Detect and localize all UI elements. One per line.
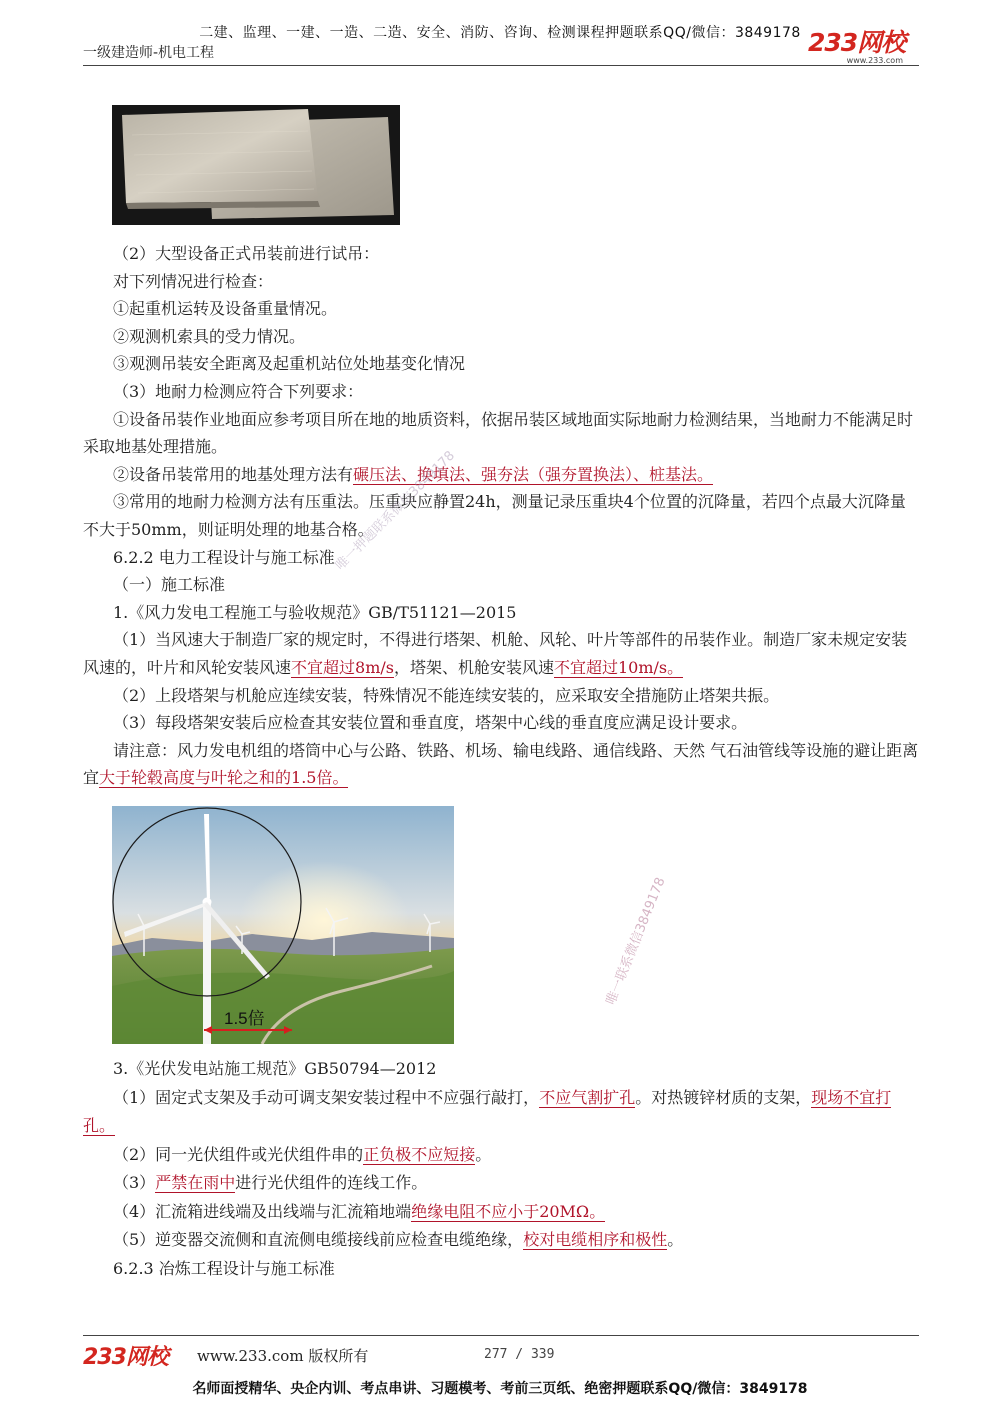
highlight-text: 正负极不应短接 [363,1144,476,1164]
paragraph [83,461,919,489]
text-run: 进行光伏组件的连线工作。 [235,1173,428,1192]
paragraph: （3）每段塔架安装后应检查其安装位置和垂直度，塔架中心线的垂直度应满足设计要求。 [113,713,748,733]
text-run: （5）逆变器交流侧和直流侧电缆接线前应检查电缆绝缘， [113,1230,524,1249]
top-banner: 二建、监理、一建、一造、二造、安全、消防、咨询、检测课程押题联系QQ/微信：3849178 [199,25,801,41]
wind-turbine-photo [112,806,454,1044]
body-block-1 [83,240,919,792]
paragraph [83,1198,919,1227]
brand-logo [808,30,923,66]
watermark: 唯一押题联系微信3849178 [332,448,458,574]
highlight-text: 不应气割扩孔 [539,1087,636,1107]
highlight-text: 大于轮毂高度与叶轮之和的1.5倍。 [99,768,349,788]
logo-mark: 233网校 [808,28,906,57]
highlight-text: 现场不宜打孔。 [83,1087,892,1135]
paragraph: ③观测吊装安全距离及起重机站位处地基变化情况 [113,354,466,374]
highlight-text: 碾压法、换填法、强夯法（强夯置换法）、桩基法。 [353,464,714,484]
standard-title: 1.《风力发电工程施工与验收规范》GB/T51121—2015 [113,602,517,622]
section-heading: 6.2.2 电力工程设计与施工标准 [113,547,335,567]
text-run: 。 [667,1230,684,1249]
footer-logo: 233网校 [83,1345,168,1370]
footer-divider [83,1335,919,1336]
distance-label: 1.5倍 [224,1009,265,1028]
copyright-text: www.233.com 版权所有 [197,1347,369,1365]
paragraph: （2）上段塔架与机舱应连续安装，特殊情况不能连续安装的，应采取安全措施防止塔架共振。 [113,685,780,705]
logo-url: www.233.com [846,56,903,65]
highlight-text: 严禁在雨中 [155,1173,236,1192]
page-number: 277 / 339 [484,1347,555,1362]
paragraph [83,1226,919,1255]
watermark: 唯一联系微信3849178 [603,875,669,1008]
paragraph [83,1084,919,1141]
text-run: ，塔架、机舱安装风速 [393,657,554,677]
paragraph [83,626,919,681]
paragraph: （3）地耐力检测应符合下列要求： [113,381,364,401]
paragraph: ②观测机索具的受力情况。 [113,326,306,346]
text-run: （3） [113,1173,156,1192]
text-run: ②设备吊装常用的地基处理方法有 [113,464,354,484]
highlight-text: 不宜超过8m/s [291,657,394,677]
text-run: 请注意：风力发电机组的塔筒中心与公路、铁路、机场、输电线路、通信线路、天然 气石油管线等设施的避让距离宜 [83,740,919,788]
highlight-text: 不宜超过10m/s。 [554,657,684,677]
highlight-text: 校对电缆相序和极性 [523,1230,668,1249]
bottom-banner: 名师面授精华、央企内训、考点串讲、习题模考、考前三页纸、绝密押题联系QQ/微信：3849178 [192,1381,808,1397]
text-run: 。 [475,1144,492,1164]
section-heading: （一）施工标准 [113,575,226,595]
section-heading: 6.2.3 冶炼工程设计与施工标准 [113,1258,335,1278]
paragraph: 对下列情况进行检查： [113,271,274,291]
text-run: （1）固定式支架及手动可调支架安装过程中不应强行敲打， [113,1087,540,1107]
paragraph: ①设备吊装作业地面应参考项目所在地的地质资料，依据吊装区域地面实际地耐力检测结果，当地耐力不能满足时采取地基处理措施。 [83,409,914,457]
text-run: （2）同一光伏组件或光伏组件串的 [113,1144,364,1164]
text-run: （4）汇流箱进线端及出线端与汇流箱地端 [113,1201,412,1221]
paragraph: ③常用的地耐力检测方法有压重法。压重块应静置24h，测量记录压重块4个位置的沉降量，若四个点最大沉降量不大于50mm，则证明处理的地基合格。 [83,492,906,539]
body-block-2 [83,1055,919,1283]
paragraph [83,1141,919,1170]
paragraph [83,1169,919,1198]
steel-plate-photo [112,105,400,225]
note-paragraph [83,737,919,792]
header-divider [83,65,919,66]
paragraph: ①起重机运转及设备重量情况。 [113,299,338,319]
text-run: （1）当风速大于制造厂家的规定时，不得进行塔架、机舱、风轮、叶片等部件的吊装作业。制造厂家未规定安装风速的，叶片和风轮安装风速 [83,630,908,677]
standard-title: 3.《光伏发电站施工规范》GB50794—2012 [113,1059,437,1078]
text-run: 。对热镀锌材质的支架， [635,1087,812,1107]
highlight-text: 绝缘电阻不应小于20MΩ。 [411,1201,606,1221]
subject-title: 一级建造师-机电工程 [83,45,215,61]
paragraph: （2）大型设备正式吊装前进行试吊： [113,244,380,263]
